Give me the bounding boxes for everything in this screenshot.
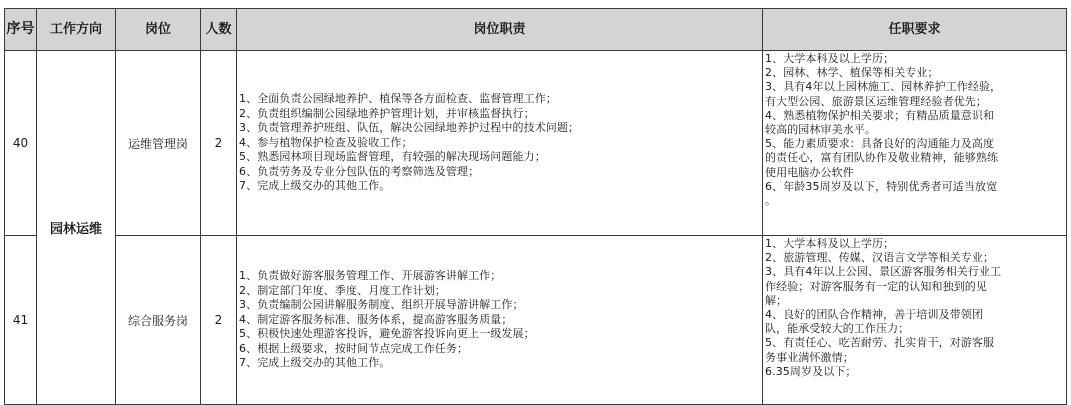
duty-line: 6、负责劳务及专业分包队伍的考察筛选及管理；: [239, 164, 480, 178]
work-direction: 园林运维: [37, 51, 116, 405]
requirement-line: 6、年龄35周岁及以下，特别优秀者可适当放宽: [765, 179, 998, 193]
requirement-line: 使用电脑办公软件: [765, 165, 854, 179]
requirement-line: 5、有责任心、吃苦耐劳、扎实肯干，对游客服: [765, 336, 995, 350]
requirement-line: 2、旅游管理、传媒、汉语言文学等相关专业；: [765, 251, 995, 265]
requirement-line: 6.35周岁及以下；: [765, 364, 857, 378]
duty-line: 5、积极快速处理游客投诉，避免游客投诉向更上一级发展；: [239, 327, 535, 341]
duty-line: 4、参与植物保护检查及验收工作；: [239, 135, 413, 149]
row-count: 2: [201, 236, 237, 405]
duty-line: 2、负责组织编制公园绿地养护管理计划，并审核监督执行；: [239, 106, 535, 120]
row-requirements: [763, 236, 1067, 405]
table-row: [5, 51, 1067, 236]
header-duties: 岗位职责: [237, 9, 763, 51]
row-count: 2: [201, 51, 237, 236]
table-row: [5, 236, 1067, 405]
header-position: 岗位: [116, 9, 201, 51]
row-position: 运维管理岗: [116, 51, 201, 236]
requirement-line: 2、园林、林学、植保等相关专业；: [765, 66, 939, 80]
requirement-line: 务事业满怀激情；: [765, 350, 854, 364]
row-requirements: [763, 51, 1067, 236]
row-seq: 41: [5, 236, 37, 405]
duty-line: 1、负责做好游客服务管理工作、开展游客讲解工作；: [239, 269, 502, 283]
requirement-line: 4、良好的团队合作精神，善于培训及带领团: [765, 308, 983, 322]
duty-line: 4、制定游客服务标准、服务体系，提高游客服务质量；: [239, 312, 513, 326]
duty-line: 3、负责管理养护班组、队伍，解决公园绿地养护过程中的技术问题；: [239, 121, 580, 135]
duty-line: 3、负责编制公园讲解服务制度、组织开展导游讲解工作；: [239, 298, 524, 312]
row-duties: [237, 51, 763, 236]
header-count: 人数: [201, 9, 237, 51]
requirement-line: 的责任心，富有团队协作及敬业精神，能够熟练: [765, 151, 999, 165]
requirement-line: 1、大学本科及以上学历；: [765, 237, 895, 250]
requirement-line: 1、大学本科及以上学历；: [765, 52, 895, 65]
requirement-line: 较高的园林审美水平。: [765, 123, 876, 137]
requirement-line: 。: [765, 194, 777, 208]
duty-line: 7、完成上级交办的其他工作。: [239, 356, 391, 370]
row-seq: 40: [5, 51, 37, 236]
duty-line: 1、全面负责公园绿地养护、植保等各方面检查、监督管理工作；: [239, 92, 557, 106]
requirement-line: 队，能承受较大的工作压力；: [765, 322, 910, 336]
requirement-line: 3、具有4年以上公园、景区游客服务相关行业工: [765, 265, 1002, 279]
header-direction: 工作方向: [37, 9, 116, 51]
row-duties: [237, 236, 763, 405]
requirement-line: 3、具有4年以上园林施工、园林养护工作经验，: [765, 80, 1002, 94]
job-table: [4, 8, 1067, 405]
header-seq: 序号: [5, 9, 37, 51]
requirement-line: 5、能力素质要求：具备良好的沟通能力及高度: [765, 137, 995, 151]
header-requirements: 任职要求: [763, 9, 1067, 51]
requirement-line: 解；: [765, 293, 788, 307]
requirement-line: 4、熟悉植物保护相关要求；有精品质量意识和: [765, 108, 995, 122]
requirement-line: 有大型公园、旅游景区运维管理经验者优先；: [765, 94, 987, 108]
duty-line: 2、制定部门年度、季度、月度工作计划；: [239, 283, 446, 297]
row-position: 综合服务岗: [116, 236, 201, 405]
duty-line: 5、熟悉园林项目现场监督管理，有较强的解决现场问题能力；: [239, 150, 546, 164]
duty-line: 6、根据上级要求，按时间节点完成工作任务；: [239, 341, 469, 355]
requirement-line: 作经验；对游客服务有一定的认知和独到的见: [765, 279, 987, 293]
duty-line: 7、完成上级交办的其他工作。: [239, 179, 391, 193]
header-row: [5, 9, 1067, 51]
